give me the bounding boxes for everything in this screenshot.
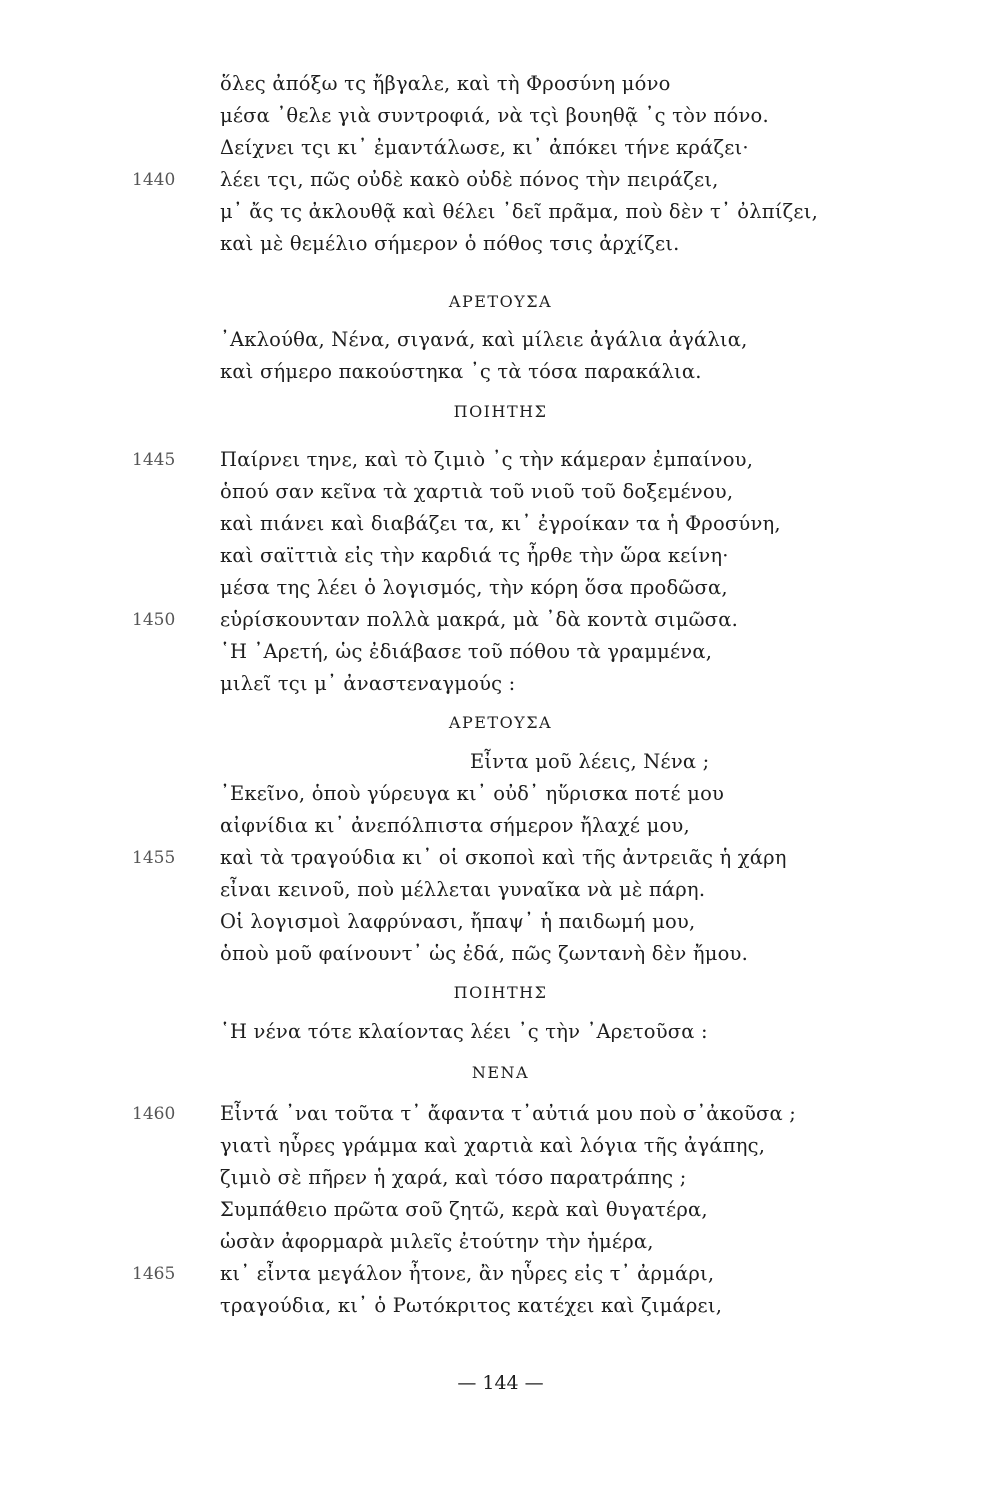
speaker-heading: ΠΟΙΗΤΗΣ	[453, 983, 548, 1002]
line-number: 1455	[132, 848, 176, 868]
line-number: 1465	[132, 1264, 176, 1284]
verse-line: Δείχνει τςι κι᾿ ἐμαντάλωσε, κι᾿ ἀπόκει τήνε κράζει·	[220, 136, 749, 159]
verse-line: ῾Η ᾿Αρετή, ὡς ἐδιάβασε τοῦ πόθου τὰ γραμμένα,	[220, 640, 713, 663]
speaker-heading: ΝΕΝΑ	[471, 1063, 530, 1082]
verse-line: ῾Η νένα τότε κλαίοντας λέει ᾿ς τὴν ᾿Αρετοῦσα :	[220, 1020, 708, 1043]
verse-line: γιατὶ ηὗρες γράμμα καὶ χαρτιὰ καὶ λόγια τῆς ἀγάπης,	[220, 1134, 766, 1157]
verse-line: εἶναι κεινοῦ, ποὺ μέλλεται γυναῖκα νὰ μὲ πάρη.	[220, 878, 706, 901]
verse-line: ὡσὰν ἀφορμαρὰ μιλεῖς ἐτούτην τὴν ἡμέρα,	[220, 1230, 654, 1253]
verse-line: τραγούδια, κι᾿ ὁ Ρωτόκριτος κατέχει καὶ ζιμάρει,	[220, 1294, 723, 1317]
verse-line: καὶ σήμερο πακούστηκα ᾿ς τὰ τόσα παρακάλια.	[220, 360, 702, 383]
verse-line: Εἶντα μοῦ λέεις, Νένα ;	[470, 750, 710, 773]
verse-line: ὁπού σαν κεῖνα τὰ χαρτιὰ τοῦ νιοῦ τοῦ δοξεμένου,	[220, 480, 734, 503]
speaker-heading: ΠΟΙΗΤΗΣ	[453, 402, 548, 421]
verse-line: μιλεῖ τςι μ᾿ ἀναστεναγμούς :	[220, 672, 516, 695]
line-number: 1440	[132, 170, 176, 190]
verse-line: ὁποὺ μοῦ φαίνουντ᾿ ὡς ἐδά, πῶς ζωντανὴ δὲν ἤμου.	[220, 942, 748, 965]
verse-line: Οἱ λογισμοὶ λαφρύνασι, ἤπαψ᾿ ἡ παιδωμή μου,	[220, 910, 696, 933]
verse-line: καὶ σαϊττιὰ εἰς τὴν καρδιά τς ἦρθε τὴν ὥρα κείνη·	[220, 544, 729, 567]
verse-line: καὶ μὲ θεμέλιο σήμερον ὁ πόθος τσις ἀρχίζει.	[220, 232, 680, 255]
verse-line: καὶ πιάνει καὶ διαβάζει τα, κι᾿ ἐγροίκαν τα ἡ Φροσύνη,	[220, 512, 781, 535]
speaker-heading: ΑΡΕΤΟΥΣΑ	[448, 292, 553, 311]
verse-line: ζιμιὸ σὲ πῆρεν ἡ χαρά, καὶ τόσο παρατράπης ;	[220, 1166, 687, 1189]
line-number: 1445	[132, 450, 176, 470]
verse-line: καὶ τὰ τραγούδια κι᾿ οἱ σκοποὶ καὶ τῆς ἀντρειᾶς ἡ χάρη	[220, 846, 787, 869]
verse-line: Συμπάθειο πρῶτα σοῦ ζητῶ, κερὰ καὶ θυγατέρα,	[220, 1198, 708, 1221]
verse-line: Παίρνει τηνε, καὶ τὸ ζιμιὸ ᾿ς τὴν κάμεραν ἐμπαίνου,	[220, 448, 754, 471]
verse-line: κι᾿ εἶντα μεγάλον ἦτονε, ἂν ηὗρες εἰς τ᾿ ἀρμάρι,	[220, 1262, 715, 1285]
speaker-heading: ΑΡΕΤΟΥΣΑ	[448, 713, 553, 732]
verse-line: ᾿Εκεῖνο, ὁποὺ γύρευγα κι᾿ οὐδ᾿ ηὕρισκα ποτέ μου	[220, 782, 725, 805]
verse-line: ὅλες ἀπόξω τς ἤβγαλε, καὶ τὴ Φροσύνη μόνο	[220, 72, 671, 95]
verse-line: μέσα της λέει ὁ λογισμός, τὴν κόρη ὅσα προδῶσα,	[220, 576, 728, 599]
verse-line: αἰφνίδια κι᾿ ἀνεπόλπιστα σήμερον ἤλαχέ μου,	[220, 814, 690, 837]
verse-line: Εἶντά ᾿ναι τοῦτα τ᾿ ἄφαντα τ᾿αὐτιά μου ποὺ σ᾿ἀκοῦσα ;	[220, 1102, 797, 1125]
verse-line: ᾿Ακλούθα, Νένα, σιγανά, καὶ μίλειε ἀγάλια ἀγάλια,	[220, 328, 748, 351]
verse-line: μ᾿ ἄς τς ἀκλουθᾷ καὶ θέλει ᾿δεῖ πρᾶμα, ποὺ δὲν τ᾿ ὀλπίζει,	[220, 200, 818, 223]
verse-line: μέσα ᾿θελε γιὰ συντροφιά, νὰ τςὶ βουηθᾷ ᾿ς τὸν πόνο.	[220, 104, 769, 127]
verse-line: λέει τςι, πῶς οὐδὲ κακὸ οὐδὲ πόνος τὴν πειράζει,	[220, 168, 719, 191]
line-number: 1460	[132, 1104, 176, 1124]
line-number: 1450	[132, 610, 176, 630]
verse-line: εὑρίσκουνταν πολλὰ μακρά, μὰ ᾿δὰ κοντὰ σιμῶσα.	[220, 608, 738, 631]
page-number: — 144 —	[457, 1372, 544, 1394]
